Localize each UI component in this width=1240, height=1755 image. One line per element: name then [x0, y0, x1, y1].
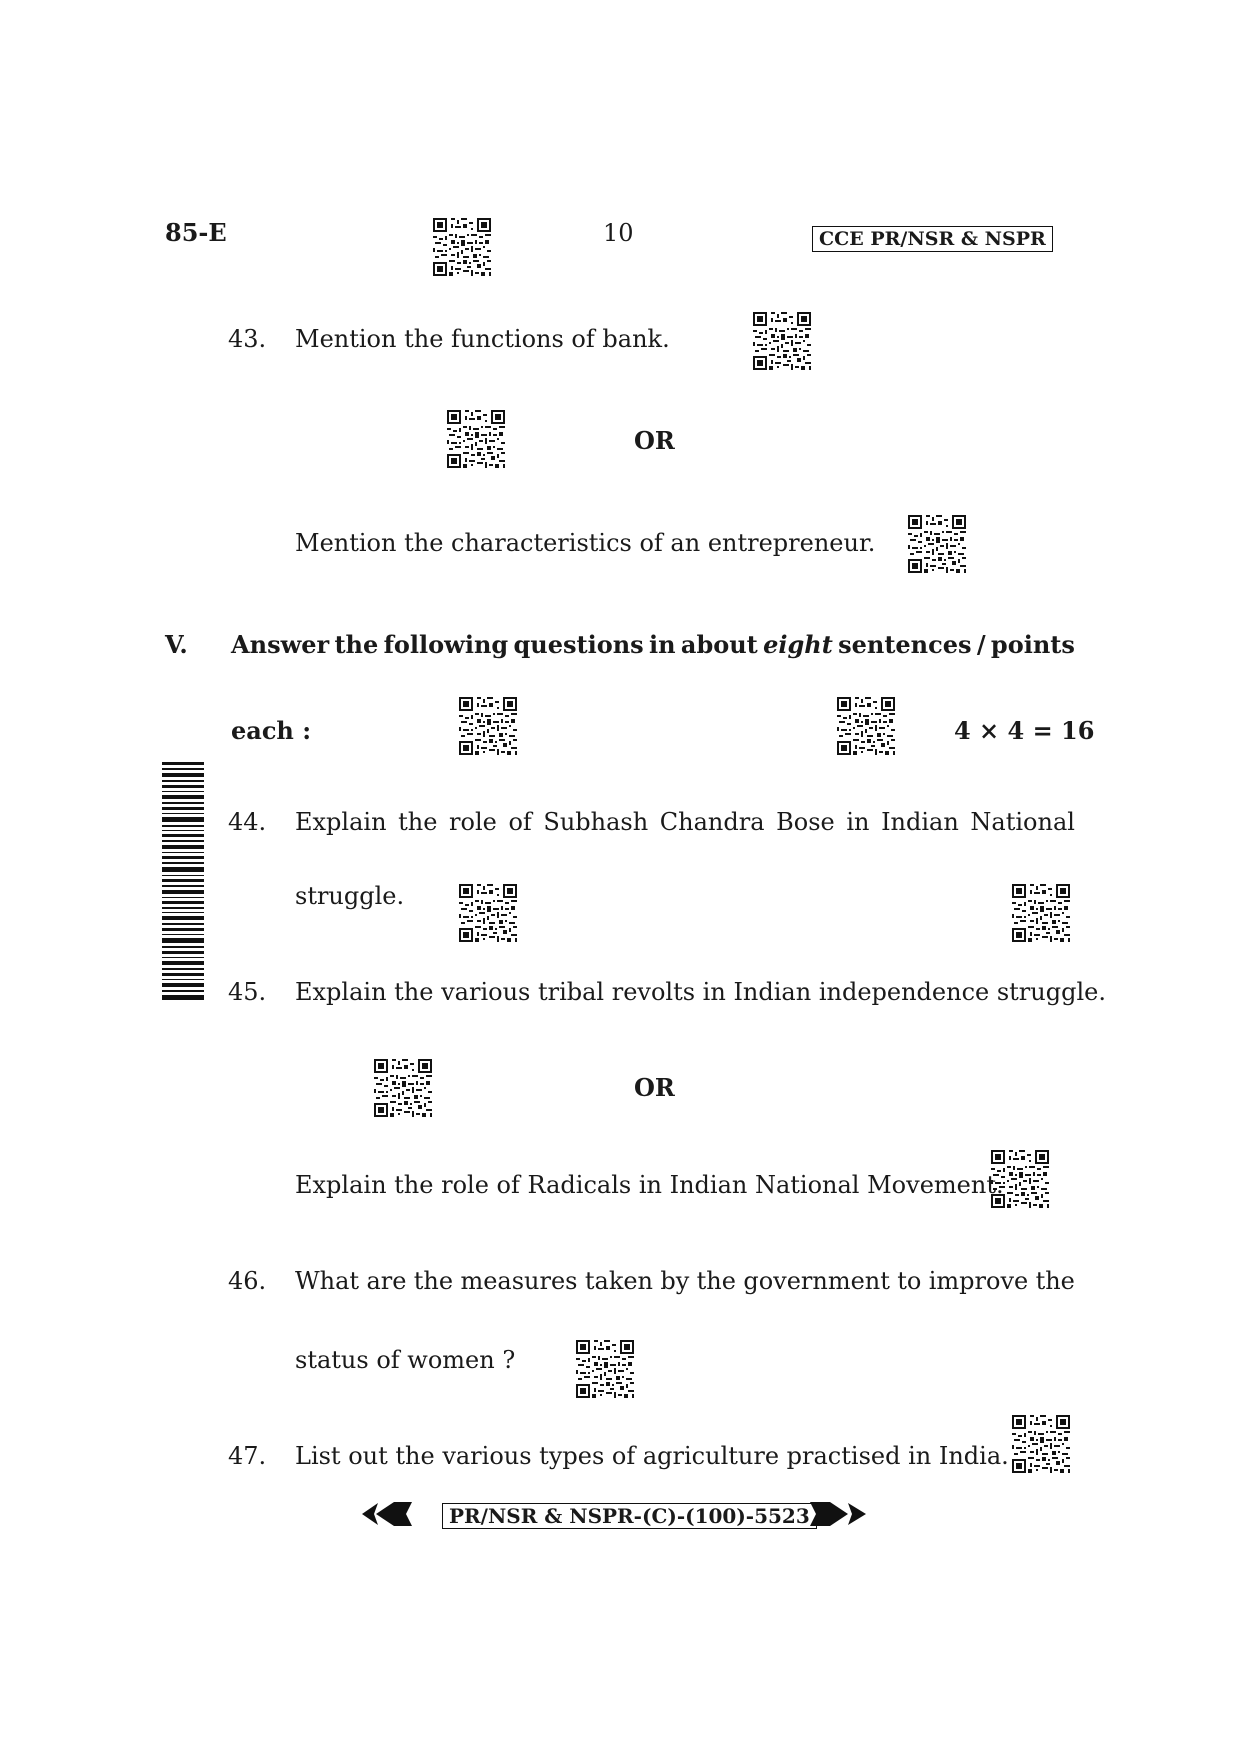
qr-code-icon — [576, 1339, 634, 1399]
word: the — [398, 808, 438, 836]
paper-code: 85-E — [165, 218, 227, 247]
qr-code-icon — [837, 696, 895, 756]
or-label: OR — [634, 1073, 675, 1102]
page-number: 10 — [603, 219, 634, 247]
qr-code-icon — [1012, 883, 1070, 943]
question-text: List out the various types of agriculture practised in India. — [295, 1442, 1009, 1470]
question-alt-text: Explain the role of Radicals in Indian National Movement. — [295, 1171, 1004, 1199]
word: in — [846, 808, 870, 836]
word: by — [660, 1267, 690, 1295]
emphasis-word: eight — [763, 630, 833, 659]
question-number: 45. — [228, 978, 267, 1006]
qr-code-icon — [433, 217, 491, 277]
word: Explain — [295, 808, 387, 836]
question-text — [295, 1266, 1075, 1296]
word: taken — [584, 1267, 654, 1295]
series-box: CCE PR/NSR & NSPR — [812, 226, 1053, 252]
word: the — [334, 630, 379, 659]
question-number: 44. — [228, 808, 267, 836]
word: following — [383, 630, 509, 659]
word: Bose — [776, 808, 835, 836]
word: about — [680, 630, 758, 659]
word: to — [897, 1267, 922, 1295]
qr-code-icon — [459, 696, 517, 756]
word: Chandra — [659, 808, 765, 836]
word: measures — [460, 1267, 578, 1295]
word: What — [295, 1267, 360, 1295]
qr-code-icon — [753, 311, 811, 371]
question-text — [295, 807, 1075, 837]
section-roman: V. — [165, 630, 188, 659]
question-number: 43. — [228, 325, 267, 353]
word: Answer — [231, 630, 330, 659]
qr-code-icon — [1012, 1414, 1070, 1474]
section-marks: 4 × 4 = 16 — [954, 716, 1095, 745]
word: improve — [928, 1267, 1029, 1295]
word: of — [508, 808, 532, 836]
word: the — [1035, 1267, 1075, 1295]
word: the — [413, 1267, 454, 1295]
question-text-line2: status of women ? — [295, 1346, 516, 1374]
arrow-right-icon — [808, 1500, 868, 1528]
word: government — [743, 1267, 890, 1295]
word: questions — [513, 630, 644, 659]
arrow-left-icon — [360, 1500, 416, 1528]
qr-code-icon — [374, 1058, 432, 1118]
word: / — [976, 630, 986, 659]
or-label: OR — [634, 426, 675, 455]
qr-code-icon — [459, 883, 517, 943]
section-each: each : — [231, 716, 312, 745]
word: National — [970, 808, 1075, 836]
qr-code-icon — [908, 514, 966, 574]
word: role — [449, 808, 497, 836]
word: are — [366, 1267, 407, 1295]
barcode-icon — [162, 762, 204, 1000]
question-text-line2: struggle. — [295, 882, 405, 910]
footer-code-box: PR/NSR & NSPR-(C)-(100)-5523 — [442, 1503, 817, 1529]
question-number: 47. — [228, 1442, 267, 1470]
word: sentences — [838, 630, 972, 659]
question-number: 46. — [228, 1267, 267, 1295]
section-instruction — [231, 630, 1075, 660]
question-text: Explain the various tribal revolts in Indian independence struggle. — [295, 978, 1106, 1006]
word: Subhash — [543, 808, 649, 836]
question-text: Mention the functions of bank. — [295, 325, 670, 353]
word: in — [649, 630, 676, 659]
word: Indian — [881, 808, 959, 836]
word: the — [696, 1267, 736, 1295]
qr-code-icon — [447, 409, 505, 469]
question-alt-text: Mention the characteristics of an entrepreneur. — [295, 529, 876, 557]
word: points — [990, 630, 1075, 659]
